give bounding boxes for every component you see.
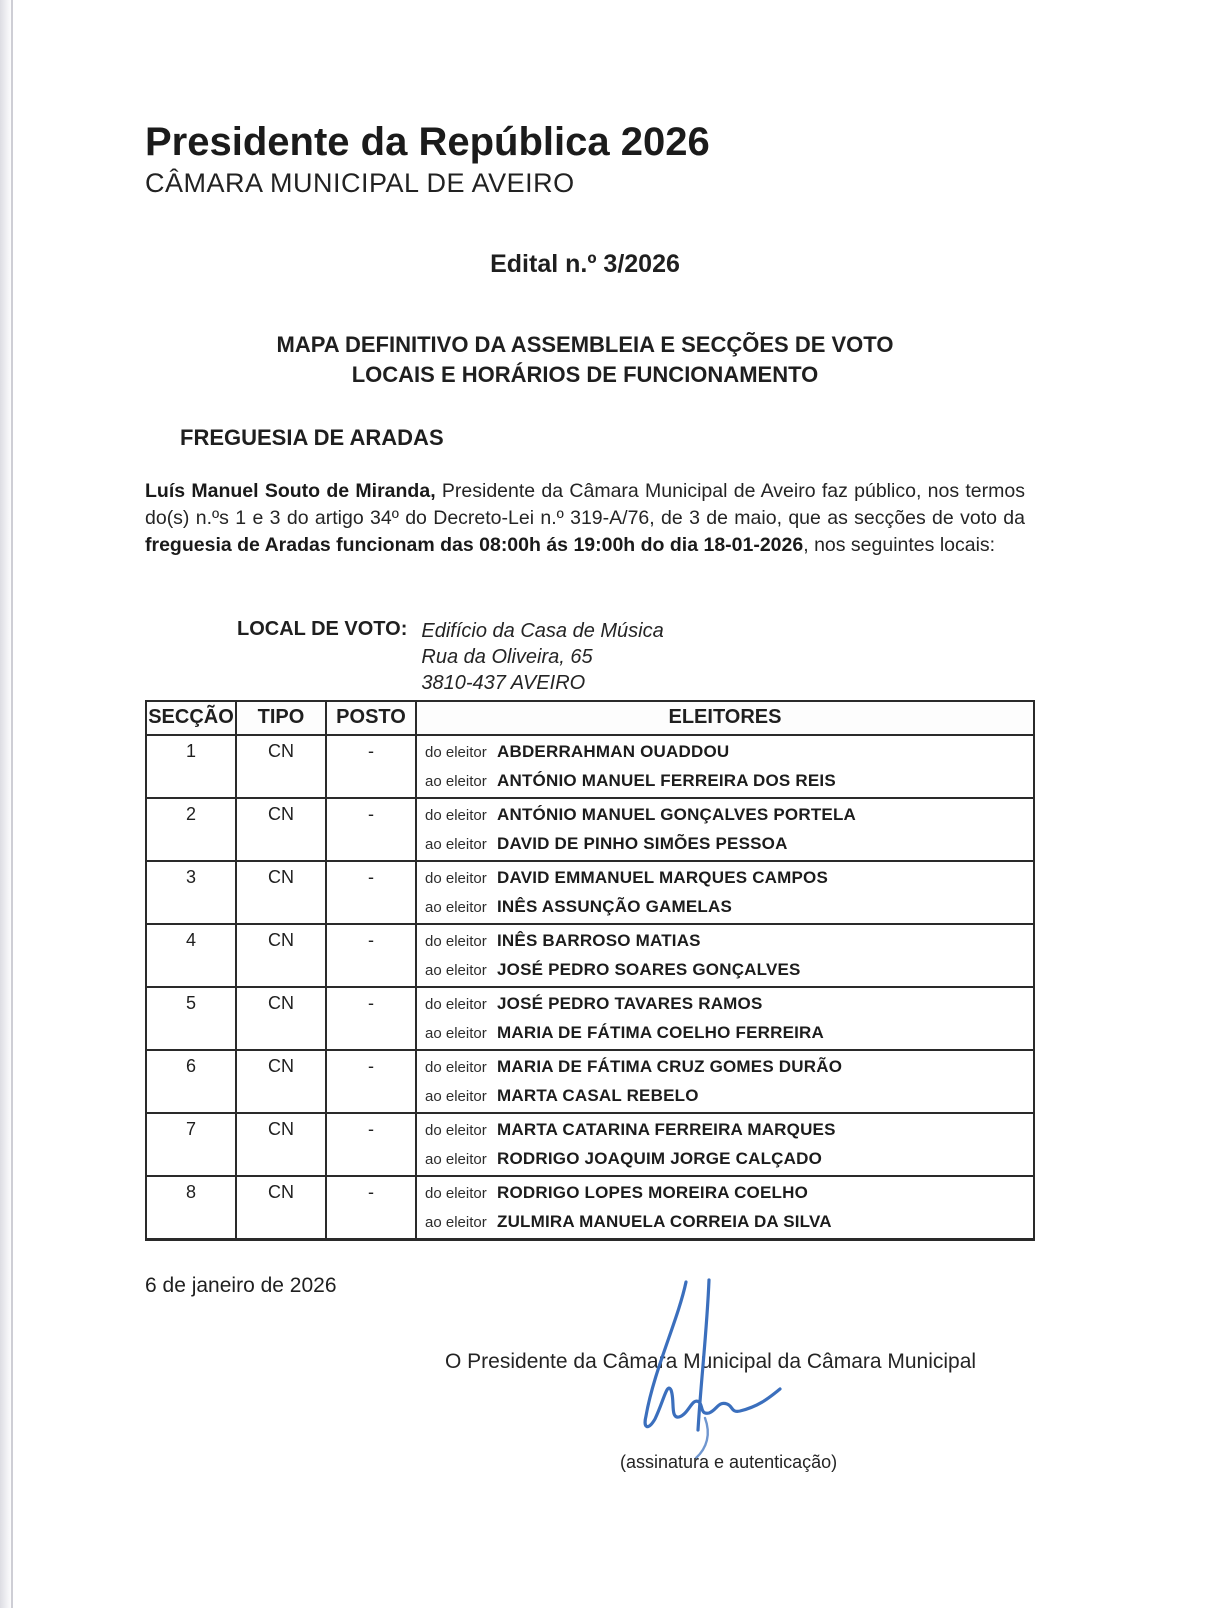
- table-row: [147, 797, 1033, 860]
- cell-tipo: CN: [235, 1051, 325, 1112]
- document-title: Presidente da República 2026: [145, 120, 710, 164]
- cell-tipo: CN: [235, 925, 325, 986]
- from-voter-label: do eleitor: [425, 933, 487, 950]
- map-title: [0, 330, 1170, 390]
- cell-posto: -: [325, 988, 415, 1049]
- cell-tipo: CN: [235, 1114, 325, 1175]
- cell-posto: -: [325, 1177, 415, 1238]
- from-voter-label: do eleitor: [425, 807, 487, 824]
- cell-posto: -: [325, 925, 415, 986]
- to-voter-label: ao eleitor: [425, 1151, 487, 1168]
- cell-seccao: 5: [185, 993, 196, 1013]
- from-voter-name: RODRIGO LOPES MOREIRA COELHO: [497, 1183, 808, 1202]
- municipality-name: CÂMARA MUNICIPAL DE AVEIRO: [145, 168, 575, 198]
- address-line-1: Edifício da Casa de Música: [421, 620, 664, 642]
- table-row: [147, 1049, 1033, 1112]
- paragraph-segment-1: Presidente da Câmara Municipal de Aveiro faz público, nos termos do(s) n.ºs 1 e 3 do artigo 34º do Decreto-Lei n.º 319-A/76, de 3 de maio, que as secções de voto da: [145, 480, 1025, 529]
- polling-place-label: LOCAL DE VOTO:: [237, 618, 408, 640]
- cell-seccao: 4: [185, 930, 196, 950]
- cell-eleitores: [415, 799, 1033, 860]
- to-voter-label: ao eleitor: [425, 1088, 487, 1105]
- header-tipo: TIPO: [235, 702, 325, 734]
- table-row: [147, 1112, 1033, 1175]
- map-title-line1: MAPA DEFINITIVO DA ASSEMBLEIA E SECÇÕES DE VOTO: [276, 332, 894, 357]
- to-voter-name: ANTÓNIO MANUEL FERREIRA DOS REIS: [497, 771, 836, 790]
- address-line-2: Rua da Oliveira, 65: [421, 646, 593, 668]
- from-voter-name: ANTÓNIO MANUEL GONÇALVES PORTELA: [497, 805, 857, 824]
- to-voter-label: ao eleitor: [425, 1214, 487, 1231]
- freguesia-heading: FREGUESIA DE ARADAS: [180, 425, 444, 450]
- to-voter-name: DAVID DE PINHO SIMÕES PESSOA: [497, 834, 788, 853]
- president-name: Luís Manuel Souto de Miranda,: [145, 480, 436, 502]
- edital-number: Edital n.º 3/2026: [490, 250, 680, 278]
- to-voter-label: ao eleitor: [425, 836, 487, 853]
- from-voter-label: do eleitor: [425, 996, 487, 1013]
- body-paragraph: [145, 478, 1025, 559]
- signature-scribble: [608, 1278, 788, 1464]
- table-row: [147, 986, 1033, 1049]
- cell-tipo: CN: [235, 736, 325, 797]
- from-voter-name: DAVID EMMANUEL MARQUES CAMPOS: [497, 868, 829, 887]
- cell-posto: -: [325, 799, 415, 860]
- header-seccao: SECÇÃO: [147, 702, 235, 734]
- page-edge-line: [11, 0, 13, 1608]
- sections-table: [145, 700, 1035, 1241]
- cell-eleitores: [415, 1114, 1033, 1175]
- from-voter-name: JOSÉ PEDRO TAVARES RAMOS: [497, 994, 763, 1013]
- cell-eleitores: [415, 862, 1033, 923]
- to-voter-name: INÊS ASSUNÇÃO GAMELAS: [497, 897, 732, 916]
- header-posto: POSTO: [325, 702, 415, 734]
- from-voter-name: ABDERRAHMAN OUADDOU: [497, 742, 730, 761]
- table-row: [147, 860, 1033, 923]
- to-voter-name: MARTA CASAL REBELO: [497, 1086, 699, 1105]
- to-voter-name: ZULMIRA MANUELA CORREIA DA SILVA: [497, 1212, 832, 1231]
- polling-place-block: [237, 618, 664, 696]
- paragraph-segment-2: , nos seguintes locais:: [803, 534, 996, 556]
- table-header-row: [147, 702, 1033, 734]
- cell-eleitores: [415, 736, 1033, 797]
- cell-tipo: CN: [235, 799, 325, 860]
- signer-title-line: O Presidente da Câmara Municipal da Câmara Municipal: [445, 1350, 977, 1373]
- cell-eleitores: [415, 925, 1033, 986]
- table-row: [147, 734, 1033, 797]
- cell-eleitores: [415, 988, 1033, 1049]
- cell-seccao: 6: [185, 1056, 196, 1076]
- to-voter-label: ao eleitor: [425, 962, 487, 979]
- cell-seccao: 8: [185, 1182, 196, 1202]
- cell-posto: -: [325, 862, 415, 923]
- cell-seccao: 7: [185, 1119, 196, 1139]
- document-date: 6 de janeiro de 2026: [145, 1274, 337, 1297]
- to-voter-name: JOSÉ PEDRO SOARES GONÇALVES: [497, 960, 801, 979]
- from-voter-label: do eleitor: [425, 870, 487, 887]
- cell-posto: -: [325, 1051, 415, 1112]
- from-voter-name: MARTA CATARINA FERREIRA MARQUES: [497, 1120, 836, 1139]
- cell-tipo: CN: [235, 1177, 325, 1238]
- signature-caption: (assinatura e autenticação): [620, 1452, 838, 1472]
- to-voter-name: MARIA DE FÁTIMA COELHO FERREIRA: [497, 1023, 824, 1042]
- header-eleitores: ELEITORES: [415, 702, 1033, 734]
- address-line-3: 3810-437 AVEIRO: [421, 672, 586, 694]
- paragraph-schedule: freguesia de Aradas funcionam das 08:00h ás 19:00h do dia 18-01-2026: [145, 534, 804, 556]
- cell-eleitores: [415, 1177, 1033, 1238]
- cell-eleitores: [415, 1051, 1033, 1112]
- to-voter-label: ao eleitor: [425, 1025, 487, 1042]
- from-voter-label: do eleitor: [425, 744, 487, 761]
- to-voter-label: ao eleitor: [425, 773, 487, 790]
- table-row: [147, 923, 1033, 986]
- from-voter-name: INÊS BARROSO MATIAS: [497, 931, 701, 950]
- cell-seccao: 1: [185, 741, 196, 761]
- from-voter-name: MARIA DE FÁTIMA CRUZ GOMES DURÃO: [497, 1057, 843, 1076]
- to-voter-name: RODRIGO JOAQUIM JORGE CALÇADO: [497, 1149, 823, 1168]
- cell-posto: -: [325, 736, 415, 797]
- from-voter-label: do eleitor: [425, 1059, 487, 1076]
- from-voter-label: do eleitor: [425, 1122, 487, 1139]
- cell-seccao: 3: [185, 867, 196, 887]
- to-voter-label: ao eleitor: [425, 899, 487, 916]
- cell-tipo: CN: [235, 862, 325, 923]
- map-title-line2: LOCAIS E HORÁRIOS DE FUNCIONAMENTO: [351, 362, 819, 387]
- cell-seccao: 2: [185, 804, 196, 824]
- cell-tipo: CN: [235, 988, 325, 1049]
- cell-posto: -: [325, 1114, 415, 1175]
- polling-place-address: [421, 618, 663, 696]
- from-voter-label: do eleitor: [425, 1185, 487, 1202]
- table-row: [147, 1175, 1033, 1238]
